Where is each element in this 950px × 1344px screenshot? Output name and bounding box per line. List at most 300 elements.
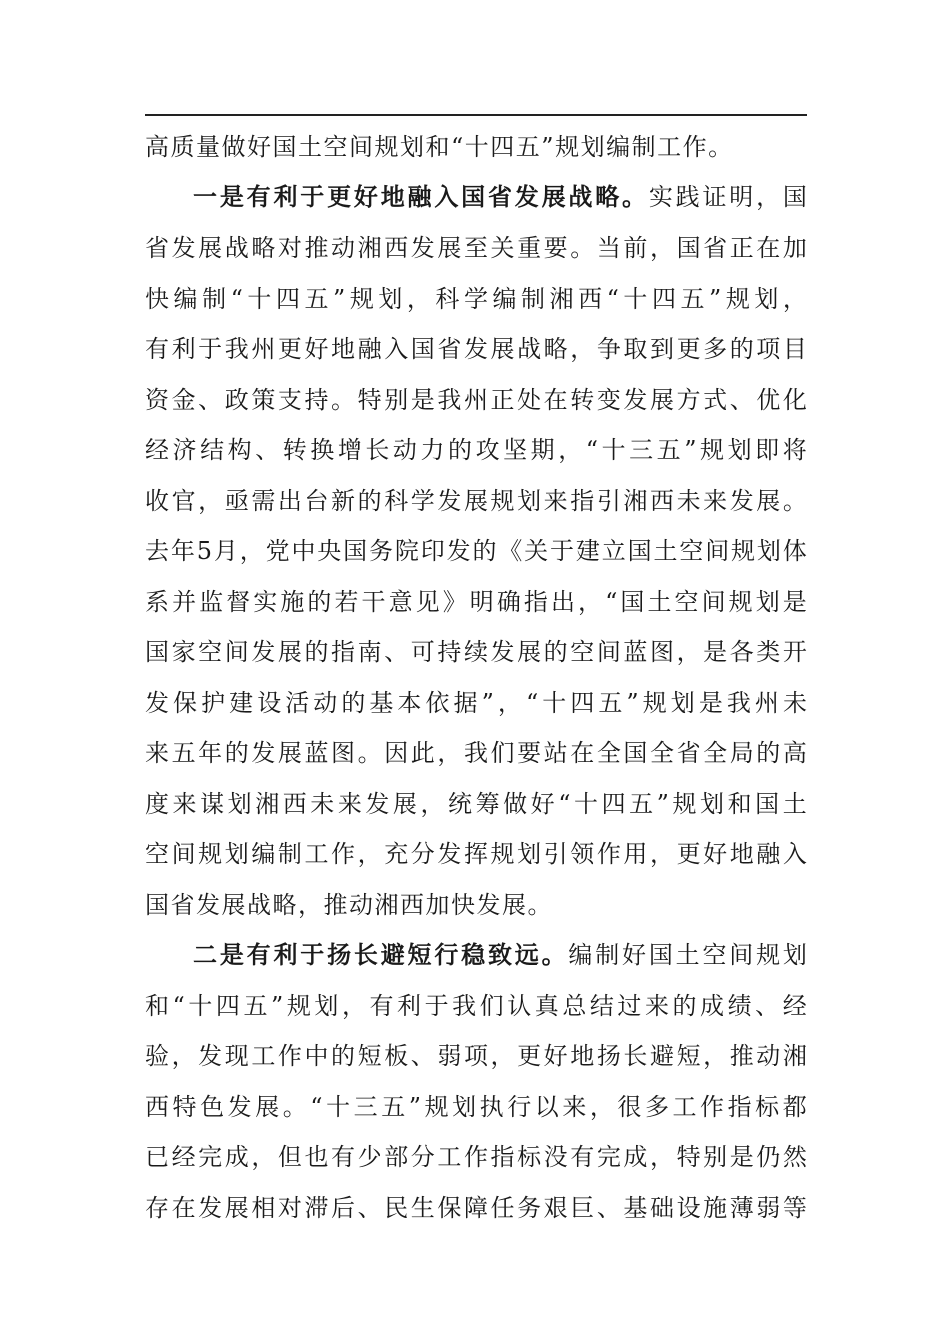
glyph: 是	[219, 182, 244, 211]
glyph: 国	[145, 638, 169, 666]
glyph: 是	[729, 1143, 754, 1171]
glyph: 成	[623, 1143, 648, 1171]
glyph: 发	[476, 891, 501, 919]
glyph: 地	[380, 182, 405, 211]
glyph: 到	[649, 335, 674, 363]
glyph: 工	[657, 133, 682, 161]
glyph: 空	[145, 840, 169, 868]
glyph: 发	[437, 840, 462, 868]
glyph: 入	[434, 182, 459, 211]
glyph: 作	[277, 1042, 302, 1070]
glyph: 护	[201, 689, 226, 717]
glyph: 间	[705, 537, 730, 565]
glyph: 见	[415, 588, 440, 616]
glyph: 以	[534, 1093, 559, 1121]
glyph: 务	[369, 537, 394, 565]
glyph: 挥	[463, 840, 488, 868]
glyph: 发	[171, 234, 196, 262]
glyph: 发	[463, 335, 488, 363]
glyph: 基	[623, 1194, 648, 1222]
glyph: 划	[517, 840, 542, 868]
glyph: ，	[490, 1042, 515, 1070]
glyph: 规	[286, 992, 311, 1020]
glyph: 好	[353, 182, 378, 211]
glyph: 院	[394, 537, 419, 565]
text-line-18	[145, 986, 807, 1026]
glyph: 空	[323, 133, 348, 161]
glyph: 三	[353, 1093, 378, 1121]
glyph: 础	[649, 1194, 674, 1222]
glyph: “	[558, 790, 571, 818]
glyph: “	[605, 588, 618, 616]
glyph: 作	[700, 1093, 725, 1121]
glyph: 图	[331, 739, 356, 767]
glyph: ，	[676, 638, 701, 666]
glyph: 经	[145, 436, 169, 464]
glyph: 的	[357, 487, 382, 515]
glyph: 动	[349, 891, 373, 919]
glyph: 展	[392, 790, 417, 818]
glyph: 期	[530, 436, 555, 464]
glyph: 十	[542, 689, 567, 717]
glyph: 更	[327, 182, 352, 211]
glyph: 指	[490, 1143, 515, 1171]
glyph: 用	[623, 840, 648, 868]
glyph: 特	[357, 386, 382, 414]
glyph: 好	[304, 335, 329, 363]
glyph: 经	[782, 992, 807, 1020]
glyph: 划	[314, 992, 339, 1020]
glyph: 验	[145, 1042, 169, 1070]
glyph: 州	[754, 689, 779, 717]
glyph: 目	[782, 335, 807, 363]
glyph: 项	[756, 335, 781, 363]
glyph: 体	[782, 537, 807, 565]
glyph: 国	[272, 133, 297, 161]
glyph: 推	[729, 1042, 754, 1070]
glyph: 多	[644, 1093, 669, 1121]
glyph: ，	[298, 891, 322, 919]
glyph: 施	[280, 588, 305, 616]
glyph: 的	[341, 689, 366, 717]
glyph: 规	[555, 133, 580, 161]
glyph: 关	[490, 234, 515, 262]
glyph: ，	[578, 588, 602, 616]
glyph: 划	[700, 790, 725, 818]
glyph: 滞	[304, 1194, 329, 1222]
glyph: 并	[172, 588, 197, 616]
glyph: 实	[253, 588, 278, 616]
glyph: 完	[596, 1143, 621, 1171]
glyph: 战	[224, 234, 249, 262]
glyph: 党	[265, 537, 290, 565]
glyph: 快	[145, 285, 169, 313]
glyph: 国	[620, 588, 645, 616]
glyph: 规	[198, 840, 223, 868]
glyph: 、	[357, 1194, 382, 1222]
glyph: 扬	[596, 1042, 621, 1070]
glyph: 化	[782, 386, 807, 414]
glyph: 新	[331, 487, 356, 515]
glyph: 印	[420, 537, 445, 565]
glyph: ，	[589, 1093, 614, 1121]
glyph: ”	[656, 790, 669, 818]
glyph: 政	[224, 386, 249, 414]
glyph: 结	[200, 436, 225, 464]
glyph: “	[606, 285, 619, 313]
text-line-7	[145, 430, 807, 470]
glyph: 变	[596, 386, 621, 414]
glyph: 省	[703, 234, 728, 262]
glyph: 发	[490, 638, 515, 666]
glyph: 已	[145, 1143, 169, 1171]
glyph: 发	[365, 790, 390, 818]
glyph: 中	[291, 537, 316, 565]
glyph: 全	[596, 739, 621, 767]
glyph: 明	[729, 183, 754, 211]
glyph: 、	[755, 992, 780, 1020]
glyph: ，	[649, 234, 674, 262]
glyph: 规	[725, 285, 750, 313]
glyph: 谋	[200, 790, 225, 818]
glyph: 略	[251, 234, 276, 262]
glyph: 优	[756, 386, 781, 414]
text-line-4	[145, 279, 807, 319]
glyph: 力	[420, 436, 445, 464]
glyph: “	[310, 1093, 323, 1121]
glyph: 融	[407, 182, 432, 211]
glyph: 国	[623, 739, 648, 767]
glyph: 指	[570, 487, 595, 515]
glyph: 明	[469, 588, 494, 616]
glyph: 的	[307, 588, 332, 616]
glyph: 、	[198, 386, 223, 414]
glyph: 都	[782, 1093, 807, 1121]
glyph: 省	[170, 891, 195, 919]
glyph: 土	[298, 133, 322, 161]
glyph: 建	[575, 537, 600, 565]
text-line-22	[145, 1188, 807, 1228]
glyph: 家	[171, 638, 196, 666]
glyph: 编	[568, 941, 593, 969]
glyph: 量	[196, 133, 220, 161]
glyph: 央	[317, 537, 342, 565]
glyph: 划	[754, 285, 779, 313]
glyph: 制	[595, 941, 620, 969]
glyph: ，	[437, 739, 462, 767]
glyph: 持	[437, 638, 462, 666]
glyph: 各	[729, 638, 754, 666]
glyph: 全	[649, 739, 674, 767]
glyph: 弱	[756, 1194, 781, 1222]
glyph: 们	[490, 739, 515, 767]
header-rule	[145, 114, 807, 116]
glyph: 更	[676, 840, 701, 868]
glyph: 发	[514, 182, 539, 211]
glyph: 有	[369, 992, 394, 1020]
glyph: 发	[446, 537, 471, 565]
glyph: ，	[171, 1042, 196, 1070]
glyph: 的	[672, 992, 697, 1020]
glyph: 远	[514, 940, 539, 969]
glyph: 发	[198, 1042, 223, 1070]
glyph: 略	[595, 182, 620, 211]
glyph: 州	[251, 335, 276, 363]
glyph: 展	[649, 386, 674, 414]
glyph: 未	[676, 487, 701, 515]
glyph: 展	[490, 335, 515, 363]
glyph: 发	[623, 386, 648, 414]
glyph: 据	[453, 689, 478, 717]
glyph: 避	[380, 940, 405, 969]
glyph: 的	[729, 335, 754, 363]
glyph: 规	[490, 487, 515, 515]
text-line-14	[145, 784, 807, 824]
glyph: 的	[756, 739, 781, 767]
glyph: 多	[703, 335, 728, 363]
glyph: 济	[172, 436, 197, 464]
glyph: 意	[388, 588, 413, 616]
glyph: 和	[145, 992, 169, 1020]
glyph: 坚	[503, 436, 528, 464]
glyph: 领	[570, 840, 595, 868]
glyph: 国	[410, 335, 435, 363]
glyph: 划	[755, 588, 780, 616]
glyph: 学	[463, 285, 488, 313]
glyph: 做	[221, 133, 246, 161]
glyph: 编	[251, 840, 276, 868]
glyph: 稳	[461, 940, 486, 969]
glyph: 是	[698, 689, 723, 717]
glyph: 好	[703, 840, 728, 868]
glyph: 方	[676, 386, 701, 414]
glyph: 更	[517, 1042, 542, 1070]
glyph: 来	[644, 992, 669, 1020]
glyph: 工	[437, 1143, 462, 1171]
glyph: 真	[534, 992, 559, 1020]
glyph: 展	[437, 234, 462, 262]
glyph: 取	[623, 335, 648, 363]
glyph: 统	[448, 790, 473, 818]
glyph: 没	[543, 1143, 568, 1171]
glyph: 障	[463, 1194, 488, 1222]
glyph: 要	[543, 234, 568, 262]
glyph: 国	[627, 537, 652, 565]
text-line-13	[145, 733, 807, 773]
glyph: 利	[273, 182, 298, 211]
glyph: ，	[703, 1042, 728, 1070]
glyph: 站	[543, 739, 568, 767]
glyph: 做	[503, 790, 528, 818]
glyph: 间	[171, 840, 196, 868]
glyph: 干	[361, 588, 386, 616]
glyph: ，	[251, 1143, 276, 1171]
glyph: “	[230, 285, 243, 313]
glyph: 西	[649, 487, 674, 515]
glyph: ，	[420, 790, 445, 818]
glyph: 是	[703, 638, 728, 666]
glyph: 绩	[727, 992, 752, 1020]
glyph: 展	[541, 182, 566, 211]
glyph: 式	[703, 386, 728, 414]
glyph: 行	[434, 940, 459, 969]
glyph: 然	[782, 1143, 807, 1171]
glyph: 战	[568, 182, 593, 211]
glyph: 分	[410, 840, 435, 868]
glyph: 利	[397, 992, 422, 1020]
glyph: 湘	[357, 234, 382, 262]
glyph: 划	[580, 133, 605, 161]
glyph: 要	[517, 739, 542, 767]
glyph: 十	[188, 992, 213, 1020]
glyph: 系	[145, 588, 169, 616]
glyph: 西	[282, 790, 307, 818]
glyph: 续	[463, 638, 488, 666]
glyph: 制	[202, 285, 227, 313]
glyph: 有	[331, 1143, 356, 1171]
glyph: 四	[215, 992, 240, 1020]
glyph: 设	[676, 1194, 701, 1222]
glyph: 展	[517, 638, 542, 666]
glyph: 标	[517, 1143, 542, 1171]
glyph: 存	[145, 1194, 169, 1222]
glyph: 动	[331, 234, 356, 262]
text-line-1	[145, 127, 807, 167]
glyph: 发	[198, 1194, 223, 1222]
glyph: ，	[497, 689, 522, 717]
glyph: 编	[606, 133, 631, 161]
glyph: 展	[277, 638, 302, 666]
text-line-21	[145, 1137, 807, 1177]
glyph: 成	[224, 1143, 249, 1171]
glyph: 处	[517, 386, 542, 414]
glyph: ，	[756, 183, 781, 211]
text-line-16	[145, 885, 807, 925]
glyph: 和	[727, 790, 752, 818]
glyph: 规	[424, 1093, 449, 1121]
glyph: 湘	[374, 891, 399, 919]
glyph: 的	[224, 739, 249, 767]
glyph: 引	[543, 840, 568, 868]
glyph: 建	[229, 689, 254, 717]
glyph: 类	[756, 638, 781, 666]
glyph: 板	[384, 1042, 409, 1070]
glyph: 攻	[475, 436, 500, 464]
glyph: ，	[198, 487, 223, 515]
glyph: 对	[277, 234, 302, 262]
glyph: 划	[452, 1093, 477, 1121]
glyph: 土	[647, 588, 672, 616]
glyph: ”	[709, 285, 722, 313]
glyph: 四	[601, 790, 626, 818]
glyph: 分	[410, 1143, 435, 1171]
glyph: 有	[145, 335, 169, 363]
glyph: 展	[756, 487, 781, 515]
glyph: 、	[596, 1194, 621, 1222]
glyph: 规	[728, 588, 753, 616]
text-line-2	[193, 177, 807, 217]
glyph: 生	[410, 1194, 435, 1222]
glyph: 质	[170, 133, 195, 161]
glyph: 来	[145, 739, 169, 767]
glyph: 十	[623, 285, 648, 313]
glyph: 略	[272, 891, 297, 919]
glyph: 于	[300, 940, 325, 969]
glyph: 我	[437, 386, 462, 414]
glyph: 发	[410, 234, 435, 262]
glyph: 保	[173, 689, 198, 717]
glyph: 湘	[549, 285, 574, 313]
glyph: 活	[285, 689, 310, 717]
glyph: 和	[425, 133, 450, 161]
glyph: 来	[703, 487, 728, 515]
glyph: 认	[507, 992, 532, 1020]
glyph: 确	[496, 588, 521, 616]
glyph: 重	[517, 234, 542, 262]
glyph: 一	[193, 182, 217, 211]
glyph: 国	[676, 234, 701, 262]
glyph: 是	[410, 386, 435, 414]
glyph: 省	[145, 234, 169, 262]
glyph: 仍	[756, 1143, 781, 1171]
glyph: 于	[198, 335, 223, 363]
glyph: 的	[304, 638, 329, 666]
text-line-15	[145, 834, 807, 874]
glyph: 规	[731, 537, 756, 565]
glyph: 西	[400, 891, 424, 919]
glyph: 科	[435, 285, 460, 313]
glyph: 于	[550, 537, 575, 565]
glyph: 划	[517, 487, 542, 515]
glyph: 来	[562, 1093, 587, 1121]
glyph: 更	[676, 335, 701, 363]
glyph: 动	[756, 1042, 781, 1070]
glyph: 未	[782, 689, 807, 717]
glyph: 将	[782, 436, 807, 464]
glyph: 发	[251, 739, 276, 767]
glyph: 等	[782, 1194, 807, 1222]
glyph: 充	[384, 840, 409, 868]
glyph: 发	[145, 689, 169, 717]
glyph: 蓝	[623, 638, 648, 666]
glyph: 工	[304, 840, 329, 868]
glyph: 是	[782, 588, 807, 616]
glyph: 规	[374, 133, 399, 161]
glyph: 争	[596, 335, 621, 363]
glyph: 利	[171, 335, 196, 363]
glyph: 本	[397, 689, 422, 717]
glyph: 艰	[543, 1194, 568, 1222]
text-line-8	[145, 481, 807, 521]
glyph: ”	[541, 133, 554, 161]
glyph: 支	[277, 386, 302, 414]
glyph: 引	[596, 487, 621, 515]
glyph: 、	[255, 436, 280, 464]
glyph: 正	[729, 234, 754, 262]
glyph: 四	[490, 133, 515, 161]
glyph: 空	[679, 537, 704, 565]
glyph: 地	[331, 335, 356, 363]
glyph: 间	[701, 588, 726, 616]
glyph: 展	[277, 739, 302, 767]
glyph: 作	[596, 840, 621, 868]
glyph: 总	[562, 992, 587, 1020]
glyph: 划	[400, 133, 424, 161]
glyph: 。	[570, 234, 595, 262]
glyph: 蓝	[304, 739, 329, 767]
glyph: 的	[543, 638, 568, 666]
glyph: 发	[227, 1093, 252, 1121]
